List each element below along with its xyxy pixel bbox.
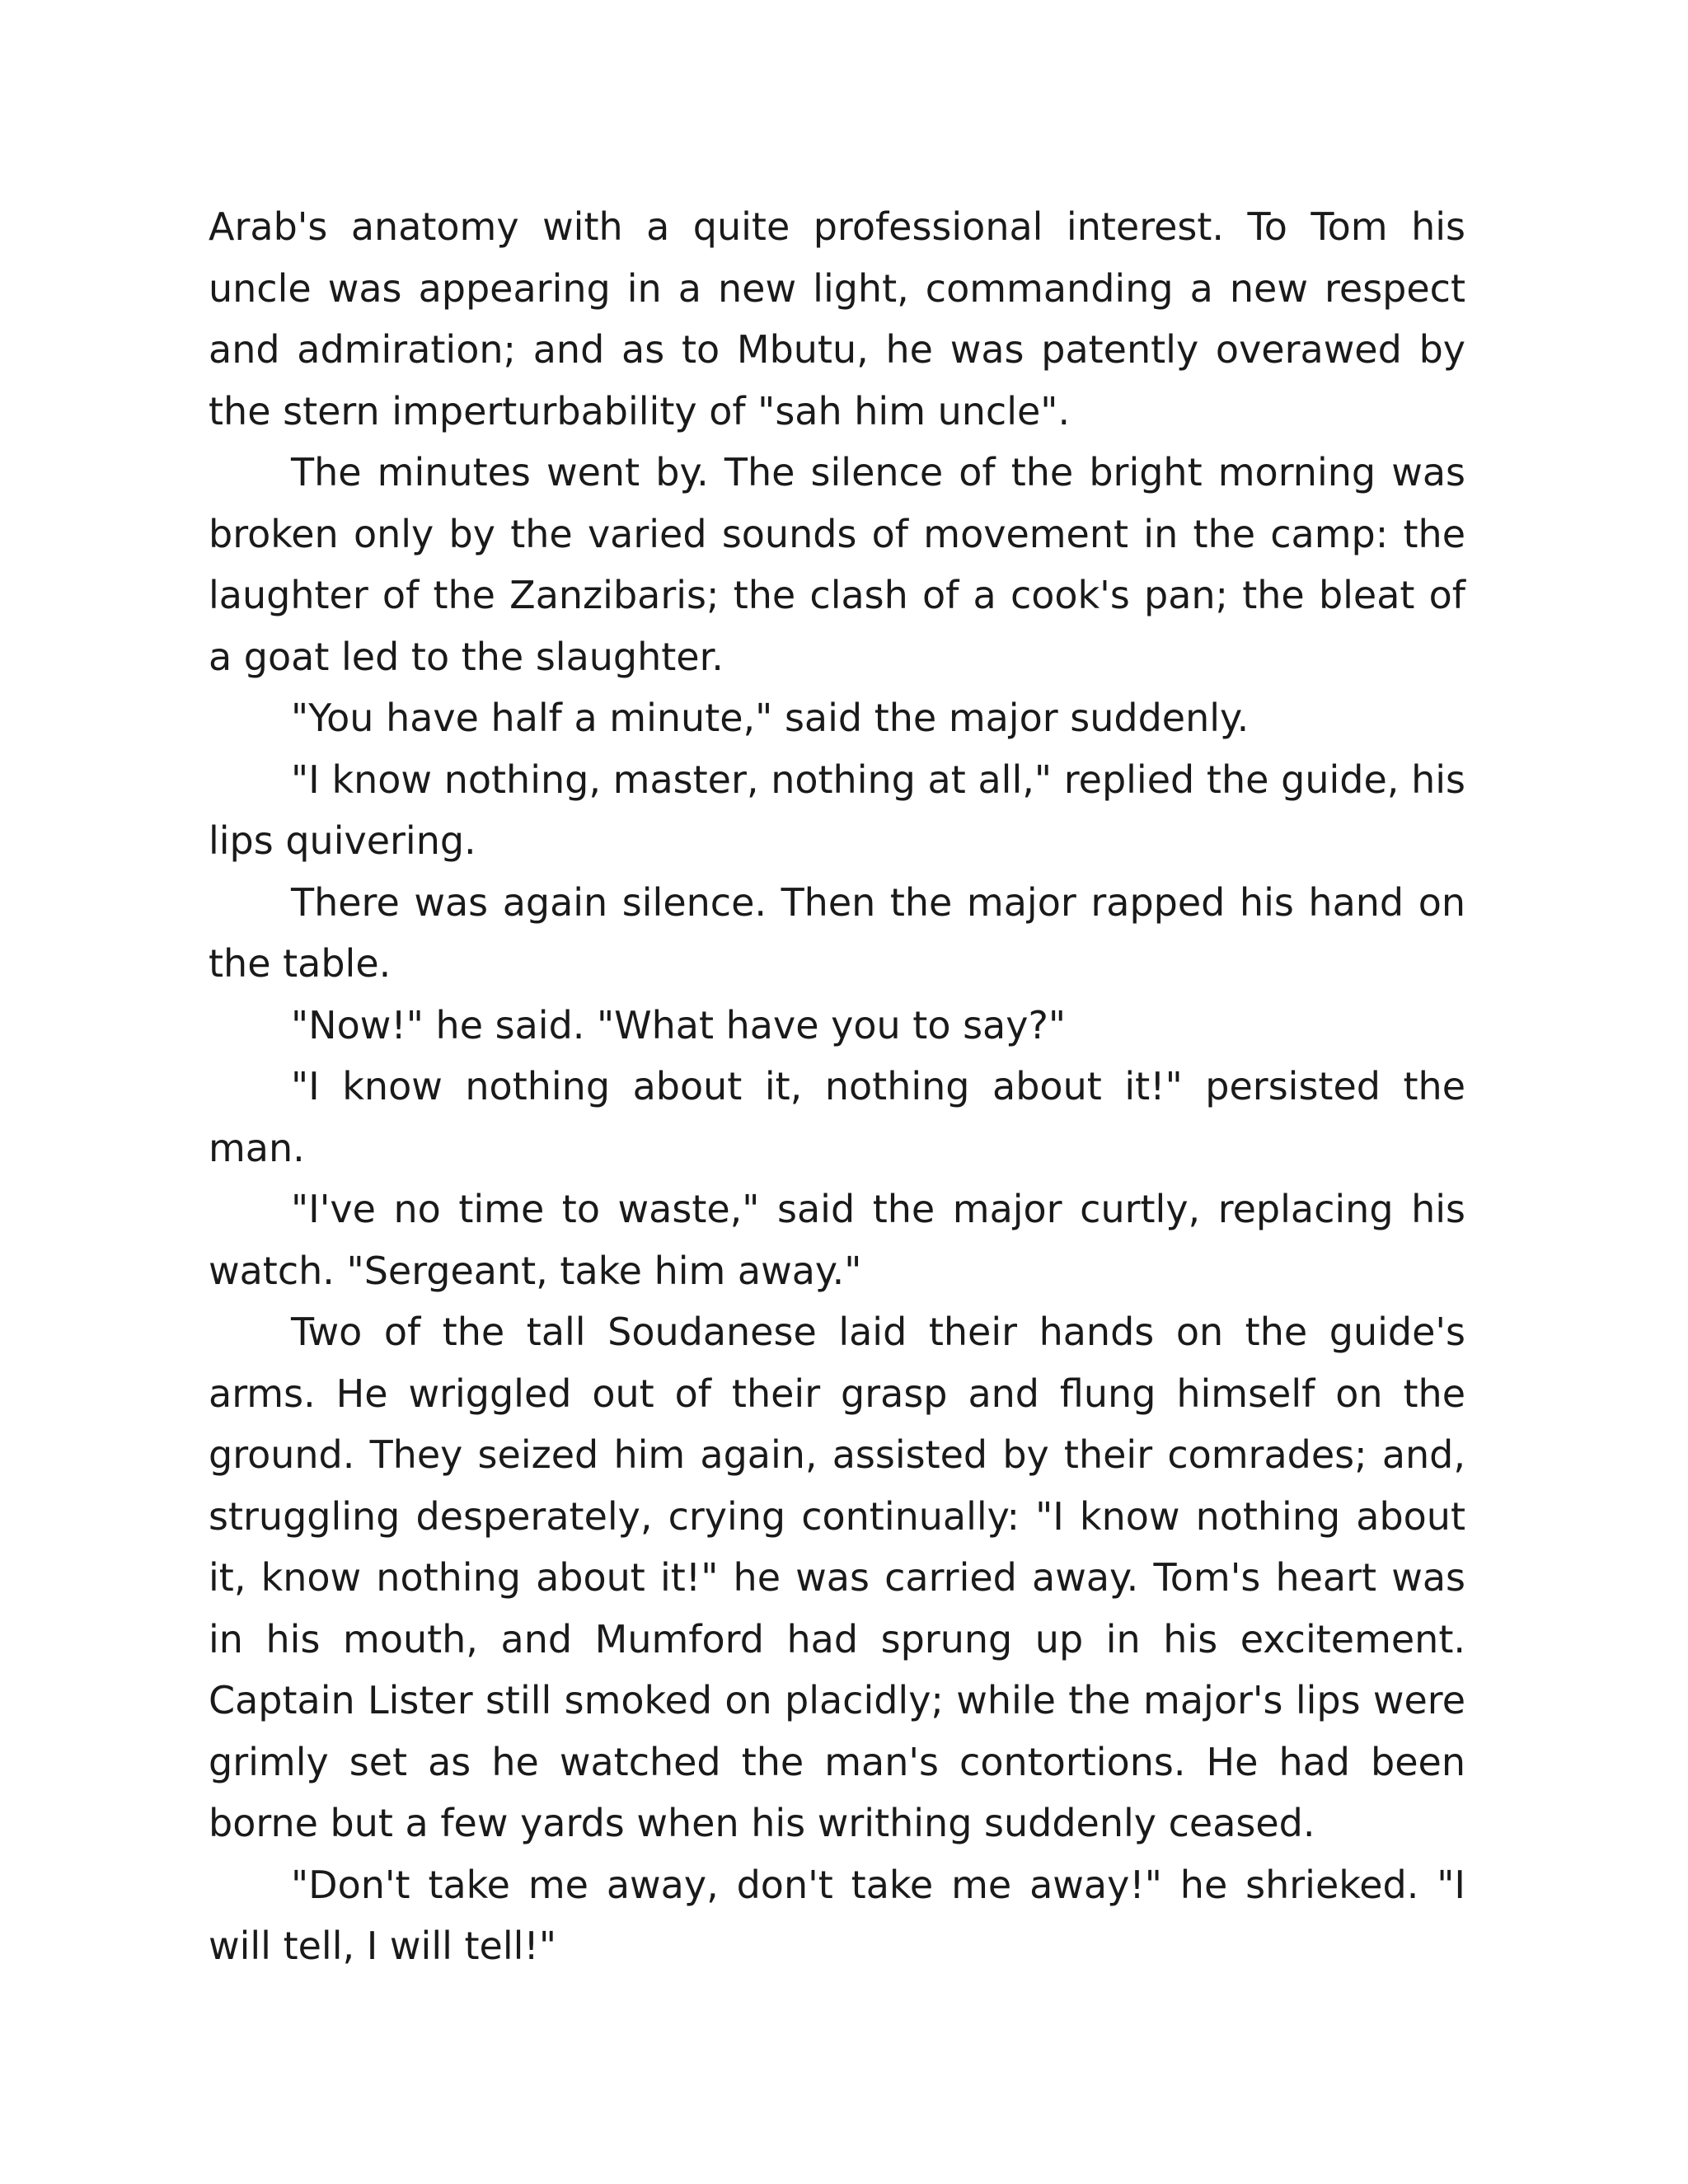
paragraph: "Don't take me away, don't take me away!" he shrieked. "I will tell, I will tell!"	[209, 1862, 1465, 1968]
paragraph: "Now!" he said. "What have you to say?"	[291, 1002, 1067, 1047]
paragraph: The minutes went by. The silence of the bright morning was broken only by the varied sounds of movement in the camp: the laughter of the Zanzibaris; the clash of a cook's pan; the bleat of a goat led to the slaughter.	[209, 450, 1465, 679]
paragraph: "I know nothing about it, nothing about it!" persisted the man.	[209, 1064, 1465, 1170]
paragraph: "I know nothing, master, nothing at all," replied the guide, his lips quivering.	[209, 757, 1465, 863]
book-page-text	[209, 196, 1465, 1977]
paragraph: Two of the tall Soudanese laid their hands on the guide's arms. He wriggled out of their grasp and flung himself on the ground. They seized him again, assisted by their comrades; and, struggling desperately, crying continually: "I know nothing about it, know nothing about it!" he was carried away. Tom's heart was in his mouth, and Mumford had sprung up in his excitement. Captain Lister still smoked on placidly; while the major's lips were grimly set as he watched the man's contortions. He had been borne but a few yards when his writhing suddenly ceased.	[209, 1310, 1465, 1845]
paragraph: There was again silence. Then the major rapped his hand on the table.	[209, 879, 1465, 986]
paragraph: "I've no time to waste," said the major curtly, replacing his watch. "Sergeant, take him away."	[209, 1187, 1465, 1293]
paragraph: Arab's anatomy with a quite professional interest. To Tom his uncle was appearing in a new light, commanding a new respect and admiration; and as to Mbutu, he was patently overawed by the stern imperturbability of "sah him uncle".	[209, 204, 1465, 434]
paragraph: "You have half a minute," said the major suddenly.	[291, 696, 1250, 740]
